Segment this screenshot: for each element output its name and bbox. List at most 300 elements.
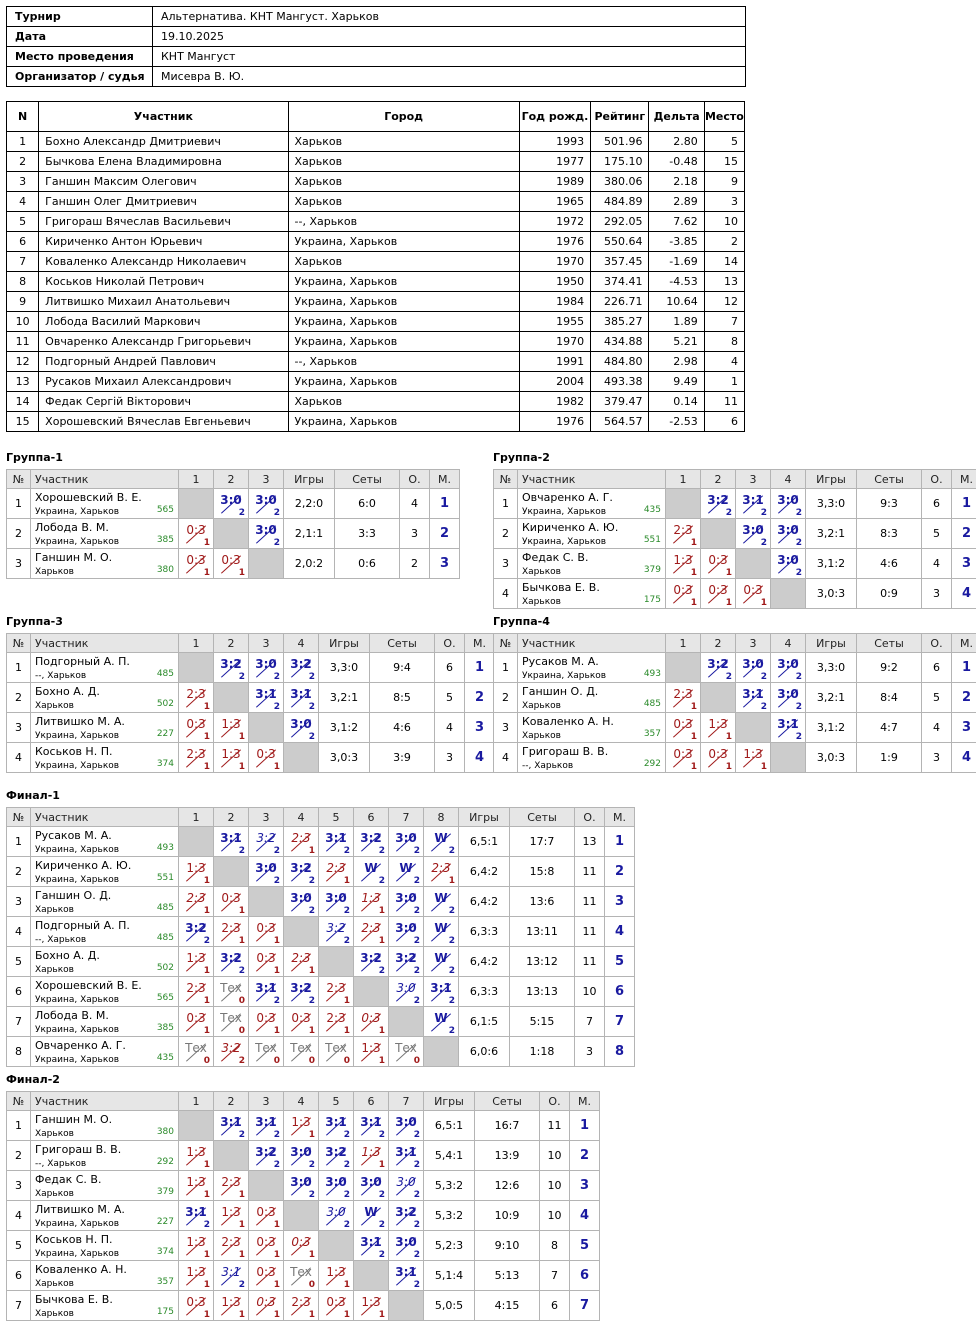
match-result-cell [389, 917, 424, 947]
match-points: 0 [308, 1056, 315, 1066]
match-score: 0:3 [186, 523, 206, 537]
match-score: Тех [220, 1011, 242, 1025]
match-result-cell [701, 713, 736, 743]
match-score: W [364, 861, 378, 875]
match-score: 3:0 [290, 1145, 312, 1159]
match-score: 2:3 [221, 1235, 241, 1249]
match-points: 2 [238, 1130, 245, 1140]
participants-header: Город [288, 102, 519, 132]
match-result-cell [319, 1201, 354, 1231]
match-score: 1:3 [361, 1295, 381, 1309]
player-games: 3,1:2 [319, 713, 370, 743]
header-opponent-number: 2 [701, 634, 736, 653]
participant-cell: 13 [7, 372, 39, 392]
player-place: 3 [430, 549, 460, 579]
match-result-cell [319, 1291, 354, 1321]
player-sets: 17:7 [510, 827, 575, 857]
match-score: 0:3 [291, 1011, 311, 1025]
player-points: 13 [575, 827, 605, 857]
match-score: 1:3 [743, 747, 763, 761]
header-opponent-number: 1 [179, 808, 214, 827]
info-key: Место проведения [7, 47, 153, 67]
match-score: 3:0 [395, 921, 417, 935]
match-score: 1:3 [221, 1295, 241, 1309]
match-result-cell [284, 887, 319, 917]
header-place: М. [952, 634, 976, 653]
player-name: Бохно А. Д. [35, 685, 100, 698]
match-points: 1 [273, 966, 280, 976]
match-result-cell [354, 1037, 389, 1067]
player-name: Бычкова Е. В. [522, 581, 600, 594]
participant-row [7, 152, 745, 172]
match-points: 2 [413, 1190, 420, 1200]
match-result-cell [389, 1171, 424, 1201]
participant-cell: Украина, Харьков [288, 412, 519, 432]
player-sets: 0:6 [335, 549, 400, 579]
player-number: 4 [494, 579, 518, 609]
participants-header: N [7, 102, 39, 132]
header-opponent-number: 2 [214, 470, 249, 489]
player-points: 3 [400, 519, 430, 549]
player-points: 10 [575, 977, 605, 1007]
match-points: 1 [273, 1220, 280, 1230]
match-points: 2 [725, 508, 732, 518]
player-points: 11 [575, 857, 605, 887]
participant-cell: 15 [704, 152, 744, 172]
participant-cell: 11 [704, 392, 744, 412]
participant-cell: 385.27 [591, 312, 649, 332]
match-result-cell [214, 489, 249, 519]
match-score: 3:2 [395, 951, 417, 965]
match-result-cell [389, 1037, 424, 1067]
group-grid [6, 1091, 600, 1321]
info-value: КНТ Мангуст [153, 47, 746, 67]
match-result-cell [249, 1201, 284, 1231]
header-opponent-number: 4 [284, 808, 319, 827]
match-score: 2:3 [673, 523, 693, 537]
self-cell [214, 683, 249, 713]
player-city: Украина, Харьков [522, 671, 607, 681]
player-number: 1 [7, 489, 31, 519]
player-number: 2 [494, 519, 518, 549]
participant-cell: -3.85 [649, 232, 704, 252]
match-score: Тех [255, 1041, 277, 1055]
player-city: Украина, Харьков [35, 1055, 120, 1065]
match-score: 1:3 [326, 1265, 346, 1279]
match-result-cell [736, 519, 771, 549]
match-points: 1 [690, 568, 697, 578]
match-result-cell [284, 827, 319, 857]
participant-cell: 10.64 [649, 292, 704, 312]
match-score: 3:1 [325, 831, 347, 845]
player-cell [31, 977, 179, 1007]
info-row [7, 27, 746, 47]
match-points: 2 [238, 672, 245, 682]
match-points: 1 [343, 996, 350, 1006]
player-number: 4 [494, 743, 518, 773]
participant-row [7, 392, 745, 412]
player-place: 5 [605, 947, 635, 977]
player-number: 4 [7, 743, 31, 773]
participant-cell: Украина, Харьков [288, 372, 519, 392]
match-result-cell [214, 1201, 249, 1231]
match-points: 2 [795, 732, 802, 742]
player-rating: 551 [156, 873, 174, 883]
player-rating: 565 [156, 505, 174, 515]
player-name: Лобода В. М. [35, 1009, 109, 1022]
player-games: 5,3:2 [424, 1201, 475, 1231]
player-row [7, 1111, 600, 1141]
player-points: 6 [922, 489, 952, 519]
player-rating: 551 [643, 535, 661, 545]
match-result-cell [666, 743, 701, 773]
header-player: Участник [31, 808, 179, 827]
self-cell [284, 1201, 319, 1231]
player-points: 11 [575, 947, 605, 977]
match-points: 1 [273, 1310, 280, 1320]
player-rating: 175 [643, 595, 661, 605]
match-score: 1:3 [221, 717, 241, 731]
participant-cell: Овчаренко Александр Григорьевич [39, 332, 288, 352]
match-score: 2:3 [291, 951, 311, 965]
player-cell [518, 683, 666, 713]
header-points: О. [922, 634, 952, 653]
match-score: 3:0 [777, 687, 799, 701]
player-city: Харьков [522, 597, 561, 607]
info-value: Альтернатива. КНТ Мангуст. Харьков [153, 7, 746, 27]
player-place: 2 [465, 683, 495, 713]
match-score: 3:0 [255, 657, 277, 671]
match-result-cell [319, 857, 354, 887]
player-games: 3,3:0 [319, 653, 370, 683]
match-points: 0 [273, 1056, 280, 1066]
participant-row [7, 132, 745, 152]
player-row [7, 827, 635, 857]
participant-cell: 1950 [519, 272, 590, 292]
header-opponent-number: 5 [319, 1092, 354, 1111]
info-key: Турнир [7, 7, 153, 27]
player-place: 1 [605, 827, 635, 857]
participants-header: Дельта [649, 102, 704, 132]
participant-cell: 2 [7, 152, 39, 172]
match-points: 1 [203, 1160, 210, 1170]
match-score: 1:3 [708, 717, 728, 731]
player-cell [31, 1171, 179, 1201]
group-grid [6, 469, 460, 579]
match-result-cell [249, 519, 284, 549]
player-cell [31, 827, 179, 857]
participant-row [7, 352, 745, 372]
match-points: 2 [238, 1280, 245, 1290]
match-points: 2 [448, 936, 455, 946]
header-place: М. [430, 470, 460, 489]
match-points: 1 [343, 876, 350, 886]
player-place: 1 [952, 653, 976, 683]
match-result-cell [701, 653, 736, 683]
header-opponent-number: 3 [249, 470, 284, 489]
match-points: 1 [725, 598, 732, 608]
match-points: 1 [203, 966, 210, 976]
player-games: 6,1:5 [459, 1007, 510, 1037]
participant-row [7, 192, 745, 212]
match-score: 3:0 [396, 1175, 416, 1189]
header-opponent-number: 1 [666, 634, 701, 653]
match-result-cell [666, 713, 701, 743]
self-cell [179, 489, 214, 519]
match-points: 1 [378, 1026, 385, 1036]
participant-cell: Коськов Николай Петрович [39, 272, 288, 292]
player-points: 5 [922, 519, 952, 549]
match-result-cell [354, 1007, 389, 1037]
match-result-cell [284, 1007, 319, 1037]
match-result-cell [284, 857, 319, 887]
match-points: 1 [308, 1026, 315, 1036]
match-points: 1 [343, 1280, 350, 1290]
player-city: Украина, Харьков [35, 1249, 120, 1259]
match-score: 0:3 [186, 717, 206, 731]
match-score: W [399, 861, 413, 875]
match-result-cell [284, 977, 319, 1007]
participant-cell: 3 [704, 192, 744, 212]
match-points: 2 [760, 702, 767, 712]
match-result-cell [424, 887, 459, 917]
player-row [7, 1291, 600, 1321]
player-rating: 292 [643, 759, 661, 769]
player-games: 6,5:1 [424, 1111, 475, 1141]
match-points: 2 [203, 936, 210, 946]
match-score: 0:3 [256, 1011, 276, 1025]
header-opponent-number: 3 [249, 808, 284, 827]
match-result-cell [354, 1141, 389, 1171]
player-cell [31, 1261, 179, 1291]
player-points: 3 [575, 1037, 605, 1067]
match-score: 3:0 [742, 657, 764, 671]
player-number: 3 [7, 549, 31, 579]
participant-cell: 14 [704, 252, 744, 272]
header-games: Игры [319, 634, 370, 653]
player-city: Харьков [35, 701, 74, 711]
match-result-cell [319, 1007, 354, 1037]
match-points: 1 [273, 1280, 280, 1290]
match-score: 3:1 [255, 1115, 277, 1129]
participant-cell: 1965 [519, 192, 590, 212]
player-number: 2 [7, 683, 31, 713]
match-points: 2 [343, 846, 350, 856]
participant-cell: -4.53 [649, 272, 704, 292]
player-place: 2 [570, 1141, 600, 1171]
header-opponent-number: 2 [214, 1092, 249, 1111]
header-points: О. [400, 470, 430, 489]
match-points: 2 [413, 1130, 420, 1140]
match-score: 3:0 [777, 493, 799, 507]
match-result-cell [354, 1231, 389, 1261]
match-result-cell [179, 1201, 214, 1231]
match-score: 3:1 [360, 1235, 382, 1249]
player-city: Харьков [35, 1279, 74, 1289]
player-points: 3 [435, 743, 465, 773]
header-opponent-number: 4 [771, 470, 806, 489]
player-place: 4 [465, 743, 495, 773]
match-points: 2 [343, 1130, 350, 1140]
player-cell [31, 1291, 179, 1321]
player-cell [518, 489, 666, 519]
match-points: 1 [238, 568, 245, 578]
player-number: 2 [7, 857, 31, 887]
match-score: W [434, 951, 448, 965]
match-points: 2 [343, 936, 350, 946]
player-row [7, 1141, 600, 1171]
participant-cell: Украина, Харьков [288, 232, 519, 252]
header-games: Игры [424, 1092, 475, 1111]
info-value: 19.10.2025 [153, 27, 746, 47]
match-result-cell [771, 489, 806, 519]
player-games: 3,2:1 [806, 519, 857, 549]
header-no: № [7, 634, 31, 653]
match-points: 0 [308, 1280, 315, 1290]
group-title: Группа-3 [6, 615, 63, 628]
group-title: Группа-2 [493, 451, 550, 464]
participant-cell: 1970 [519, 252, 590, 272]
player-sets: 3:9 [370, 743, 435, 773]
header-player: Участник [518, 470, 666, 489]
header-opponent-number: 6 [354, 808, 389, 827]
match-score: 3:1 [777, 717, 799, 731]
match-result-cell [771, 713, 806, 743]
match-result-cell [179, 977, 214, 1007]
match-score: 3:1 [395, 1145, 417, 1159]
header-opponent-number: 8 [424, 808, 459, 827]
match-points: 2 [378, 846, 385, 856]
match-score: 3:0 [290, 717, 312, 731]
match-points: 2 [273, 1130, 280, 1140]
match-points: 1 [273, 1250, 280, 1260]
match-result-cell [319, 827, 354, 857]
match-score: 2:3 [186, 747, 206, 761]
match-score: 2:3 [291, 831, 311, 845]
match-points: 1 [203, 538, 210, 548]
match-points: 1 [378, 1056, 385, 1066]
match-points: 1 [690, 598, 697, 608]
match-points: 1 [690, 732, 697, 742]
player-sets: 13:9 [475, 1141, 540, 1171]
header-sets: Сеты [370, 634, 435, 653]
match-points: 2 [448, 996, 455, 1006]
match-score: 3:0 [777, 657, 799, 671]
player-sets: 4:15 [475, 1291, 540, 1321]
player-name: Литвишко М. А. [35, 1203, 125, 1216]
header-place: М. [570, 1092, 600, 1111]
participant-cell: 11 [7, 332, 39, 352]
match-score: 1:3 [186, 1175, 206, 1189]
match-score: 0:3 [186, 1295, 206, 1309]
match-score: 2:3 [186, 687, 206, 701]
match-points: 1 [378, 1310, 385, 1320]
player-sets: 8:3 [857, 519, 922, 549]
player-rating: 485 [156, 903, 174, 913]
player-name: Бычкова Е. В. [35, 1293, 113, 1306]
match-points: 2 [273, 508, 280, 518]
match-points: 1 [203, 876, 210, 886]
match-points: 2 [795, 702, 802, 712]
player-number: 2 [7, 1141, 31, 1171]
self-cell [249, 549, 284, 579]
participant-cell: 10 [704, 212, 744, 232]
participant-cell: 10 [7, 312, 39, 332]
participant-cell: 6 [704, 412, 744, 432]
participant-cell: 12 [7, 352, 39, 372]
player-sets: 4:6 [857, 549, 922, 579]
player-sets: 9:3 [857, 489, 922, 519]
player-points: 11 [575, 887, 605, 917]
match-result-cell [214, 713, 249, 743]
player-name: Бохно А. Д. [35, 949, 100, 962]
group-grid [493, 469, 976, 609]
participant-row [7, 172, 745, 192]
player-games: 3,3:0 [806, 489, 857, 519]
match-result-cell [319, 977, 354, 1007]
match-result-cell [214, 653, 249, 683]
match-result-cell [389, 1231, 424, 1261]
match-score: 3:0 [290, 1175, 312, 1189]
player-name: Подгорный А. П. [35, 655, 130, 668]
match-score: 3:2 [360, 951, 382, 965]
player-name: Ганшин О. Д. [522, 685, 599, 698]
player-row [494, 549, 976, 579]
player-games: 3,2:1 [319, 683, 370, 713]
match-points: 2 [308, 702, 315, 712]
player-cell [31, 887, 179, 917]
participant-cell: 5 [7, 212, 39, 232]
match-points: 0 [343, 1056, 350, 1066]
participant-cell: Харьков [288, 192, 519, 212]
player-number: 3 [494, 549, 518, 579]
player-name: Овчаренко А. Г. [35, 1039, 126, 1052]
match-result-cell [666, 549, 701, 579]
header-player: Участник [518, 634, 666, 653]
match-points: 2 [413, 876, 420, 886]
match-score: 2:3 [326, 981, 346, 995]
player-city: Харьков [35, 1189, 74, 1199]
player-place: 1 [465, 653, 495, 683]
participant-cell: Харьков [288, 152, 519, 172]
player-rating: 502 [156, 963, 174, 973]
match-result-cell [354, 917, 389, 947]
player-city: Украина, Харьков [35, 875, 120, 885]
participant-cell: Григораш Вячеслав Васильевич [39, 212, 288, 232]
participant-cell: Украина, Харьков [288, 292, 519, 312]
player-place: 2 [430, 519, 460, 549]
player-sets: 12:6 [475, 1171, 540, 1201]
player-points: 4 [435, 713, 465, 743]
match-points: 1 [203, 1280, 210, 1290]
match-result-cell [214, 1037, 249, 1067]
match-points: 1 [378, 1160, 385, 1170]
match-result-cell [249, 827, 284, 857]
player-row [7, 887, 635, 917]
match-points: 1 [238, 762, 245, 772]
match-points: 2 [308, 1190, 315, 1200]
player-rating: 485 [643, 699, 661, 709]
match-points: 2 [273, 538, 280, 548]
match-result-cell [319, 1037, 354, 1067]
header-no: № [7, 808, 31, 827]
header-points: О. [540, 1092, 570, 1111]
participant-cell: 380.06 [591, 172, 649, 192]
player-sets: 3:3 [335, 519, 400, 549]
player-sets: 9:2 [857, 653, 922, 683]
match-points: 1 [238, 1220, 245, 1230]
match-score: 1:3 [221, 747, 241, 761]
